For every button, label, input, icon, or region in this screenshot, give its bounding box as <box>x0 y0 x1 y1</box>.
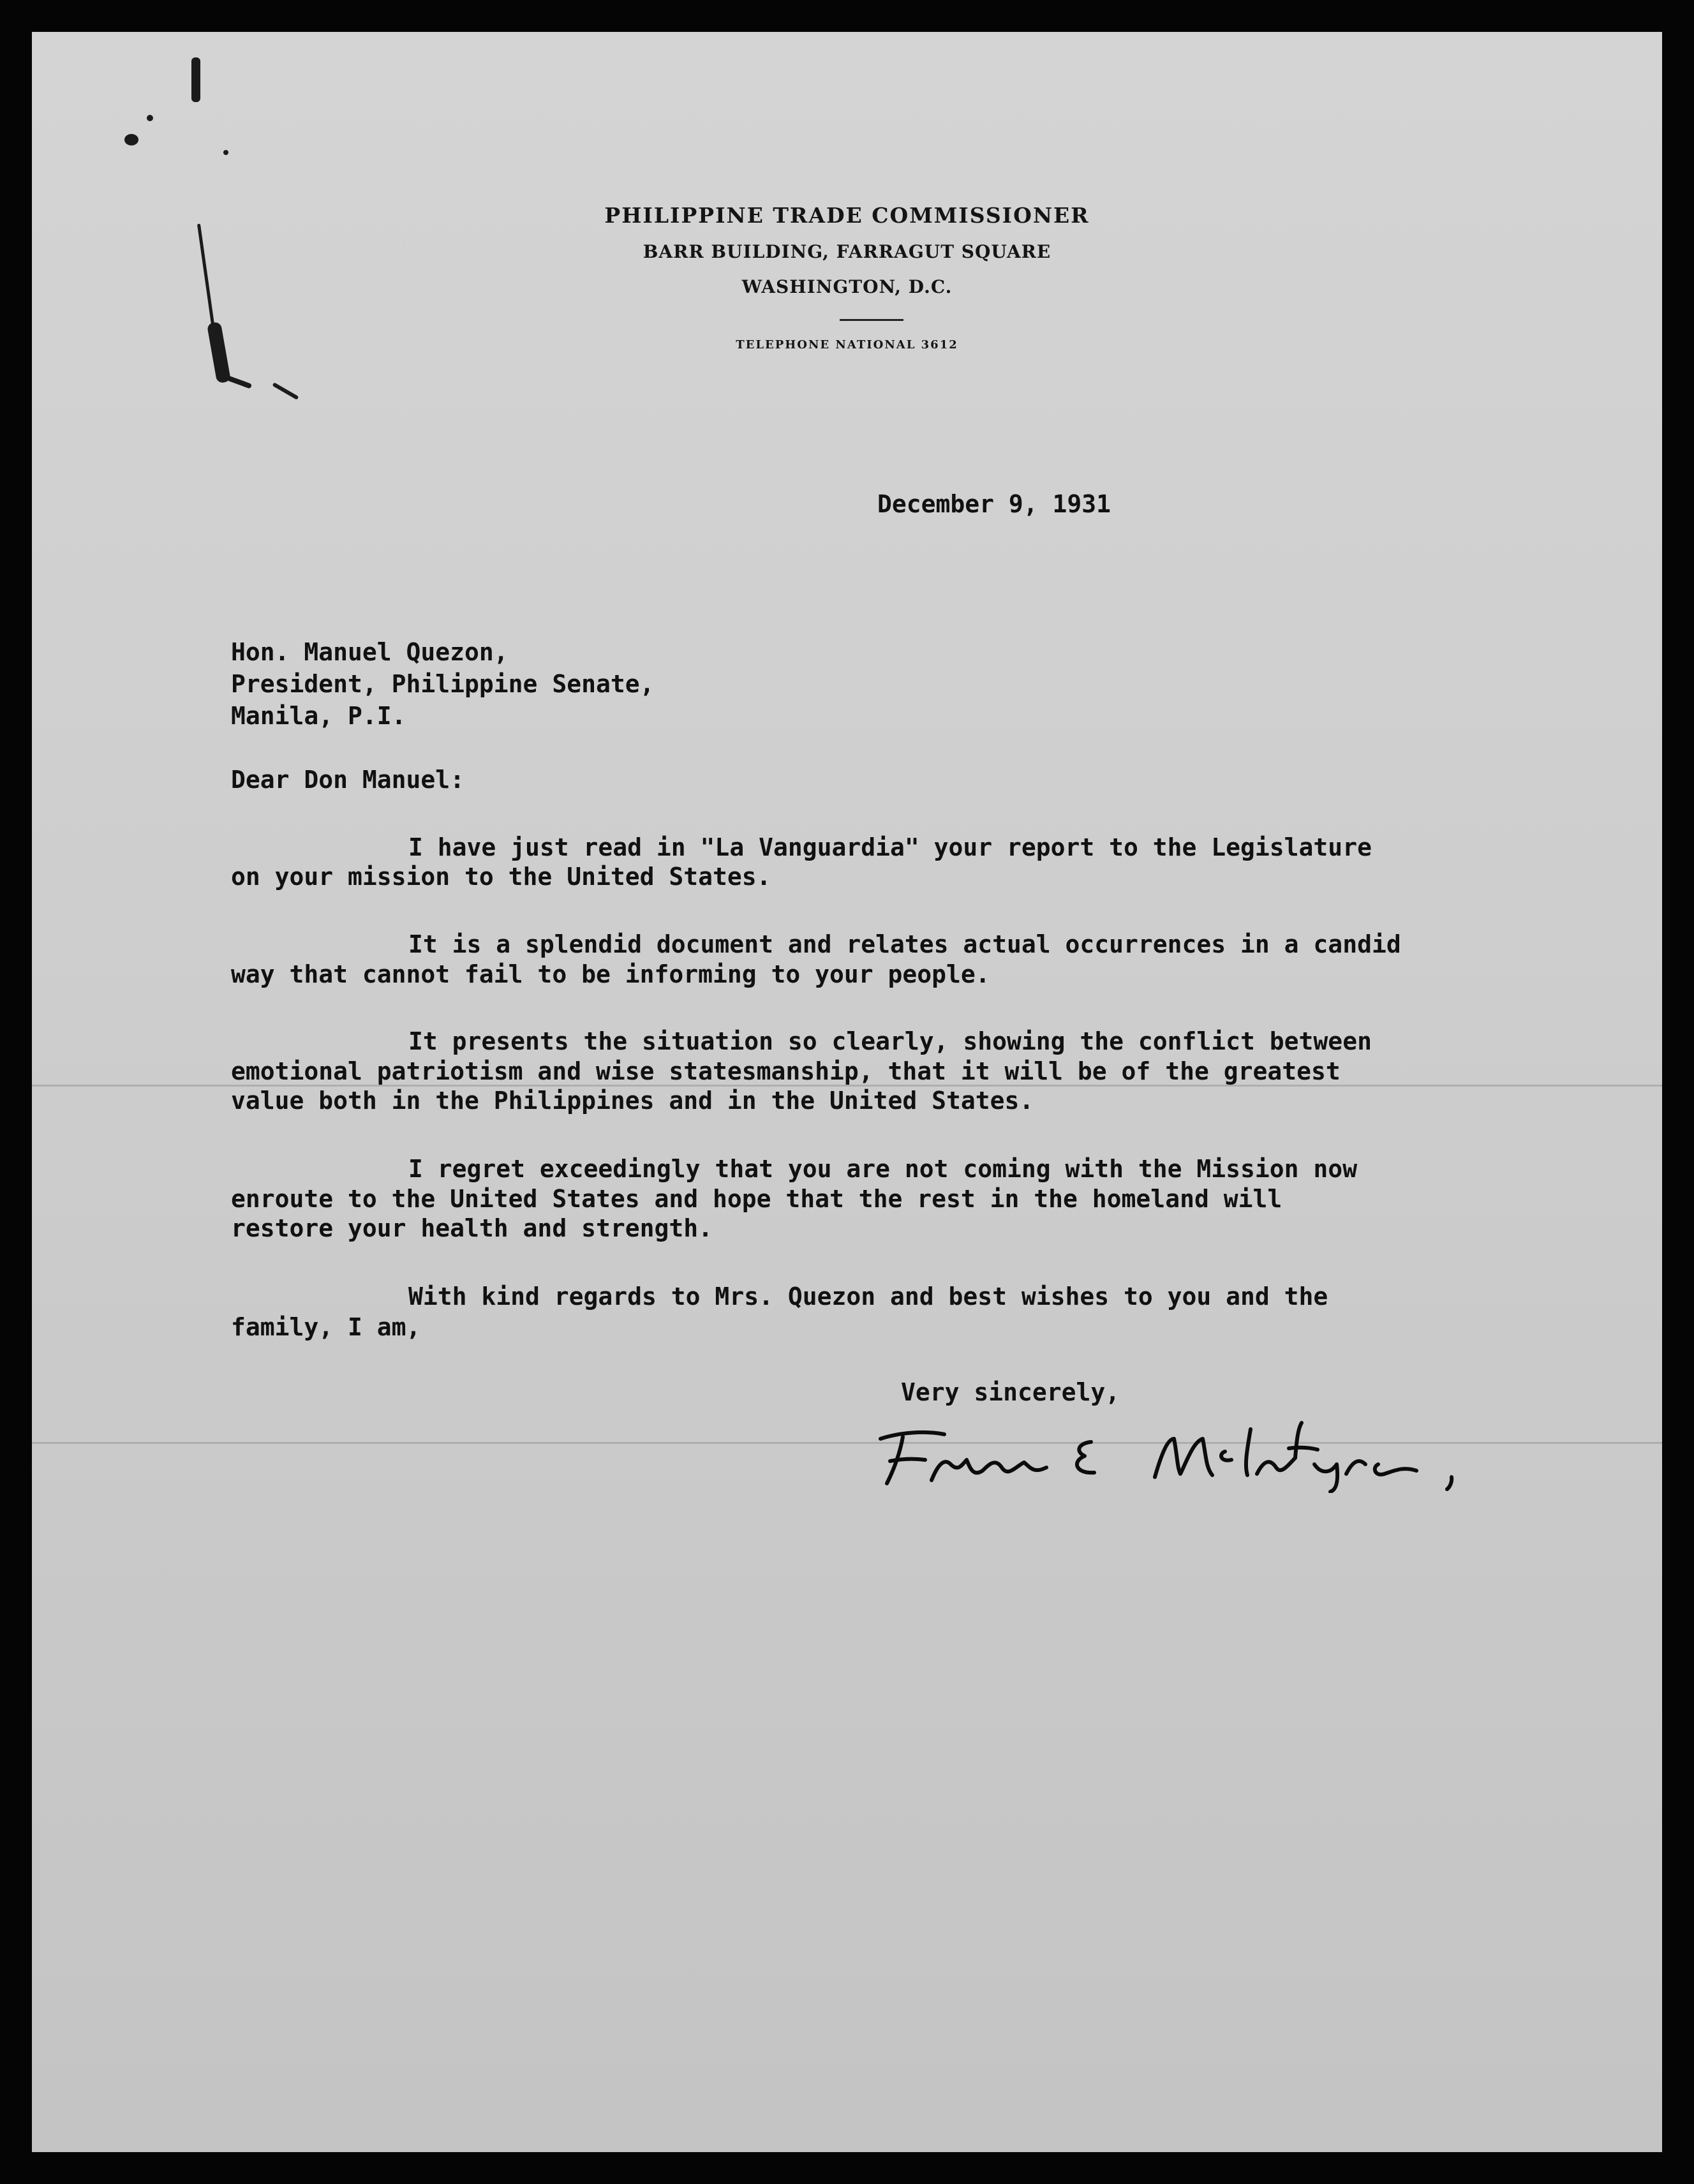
ink-smudge <box>197 223 214 325</box>
salutation: Dear Don Manuel: <box>231 766 465 794</box>
paragraph-line: way that cannot fail to be informing to your people. <box>231 960 990 988</box>
letterhead-organization: PHILIPPINE TRADE COMMISSIONER <box>604 203 1090 228</box>
paragraph-line: With kind regards to Mrs. Quezon and best wishes to you and the <box>408 1282 1328 1311</box>
ink-smudge <box>223 150 228 155</box>
recipient-location: Manila, P.I. <box>231 702 406 730</box>
paragraph-line: It presents the situation so clearly, showing the conflict between <box>408 1027 1372 1055</box>
letterhead-city: WASHINGTON, D.C. <box>741 276 953 297</box>
paragraph-line: emotional patriotism and wise statesmanship, that it will be of the greatest <box>231 1057 1341 1085</box>
letter-date: December 9, 1931 <box>877 490 1111 518</box>
letterhead-telephone: TELEPHONE NATIONAL 3612 <box>736 338 958 352</box>
paragraph-line: I have just read in "La Vanguardia" your report to the Legislature <box>408 833 1372 861</box>
ink-smudge <box>191 57 200 102</box>
recipient-title: President, Philippine Senate, <box>231 670 655 698</box>
letterhead-address: BARR BUILDING, FARRAGUT SQUARE <box>643 241 1051 262</box>
paragraph-line: I regret exceedingly that you are not coming with the Mission now <box>408 1155 1358 1183</box>
recipient-name: Hon. Manuel Quezon, <box>231 638 509 666</box>
ink-smudge <box>227 375 252 389</box>
paragraph-line: It is a splendid document and relates actual occurrences in a candid <box>408 930 1401 958</box>
paragraph-line: on your mission to the United States. <box>231 863 771 891</box>
paragraph-line: value both in the Philippines and in the United States. <box>231 1087 1034 1115</box>
paragraph-line: family, I am, <box>231 1313 421 1341</box>
letterhead-divider <box>840 319 903 321</box>
ink-smudge <box>147 115 153 121</box>
paragraph-line: restore your health and strength. <box>231 1214 713 1242</box>
paragraph-line: enroute to the United States and hope that the rest in the homeland will <box>231 1185 1282 1213</box>
handwritten-signature <box>855 1404 1493 1493</box>
closing: Very sincerely, <box>901 1378 1120 1406</box>
letter-page <box>32 32 1662 2152</box>
ink-smudge <box>272 382 299 400</box>
ink-smudge <box>207 322 231 383</box>
ink-smudge <box>124 134 138 145</box>
